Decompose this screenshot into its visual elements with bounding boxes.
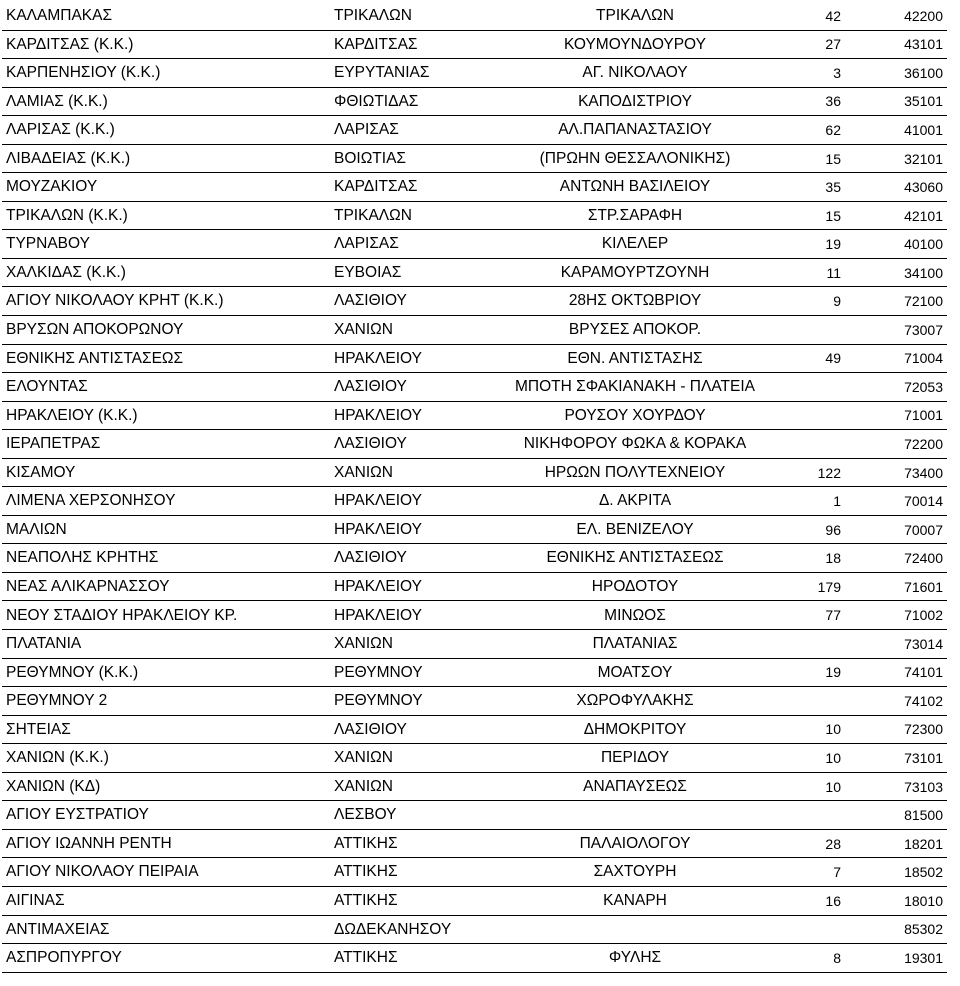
prefecture-cell: ΗΡΑΚΛΕΙΟΥ — [330, 401, 490, 430]
street-cell: ΕΘΝΙΚΗΣ ΑΝΤΙΣΤΑΣΕΩΣ — [490, 544, 780, 573]
street-number-cell: 36 — [780, 87, 845, 116]
branch-name-cell: ΑΓΙΟΥ ΝΙΚΟΛΑΟΥ ΚΡΗΤ (Κ.Κ.) — [2, 287, 330, 316]
branch-name-cell: ΤΥΡΝΑΒΟΥ — [2, 230, 330, 259]
prefecture-cell: ΦΘΙΩΤΙΔΑΣ — [330, 87, 490, 116]
street-cell: ΣΤΡ.ΣΑΡΑΦΗ — [490, 201, 780, 230]
branch-name-cell: ΤΡΙΚΑΛΩΝ (Κ.Κ.) — [2, 201, 330, 230]
postal-code-cell: 36100 — [845, 59, 947, 88]
table-row — [2, 630, 947, 659]
postal-code-cell: 85302 — [845, 915, 947, 944]
prefecture-cell: ΛΑΣΙΘΙΟΥ — [330, 373, 490, 402]
street-number-cell: 28 — [780, 829, 845, 858]
prefecture-cell: ΚΑΡΔΙΤΣΑΣ — [330, 30, 490, 59]
street-number-cell: 10 — [780, 744, 845, 773]
street-number-cell: 49 — [780, 344, 845, 373]
street-number-cell: 9 — [780, 287, 845, 316]
street-number-cell: 42 — [780, 2, 845, 30]
branch-name-cell: ΛΙΒΑΔΕΙΑΣ (Κ.Κ.) — [2, 144, 330, 173]
prefecture-cell: ΛΑΡΙΣΑΣ — [330, 116, 490, 145]
prefecture-cell: ΧΑΝΙΩΝ — [330, 744, 490, 773]
branch-name-cell: ΠΛΑΤΑΝΙΑ — [2, 630, 330, 659]
street-number-cell: 77 — [780, 601, 845, 630]
postal-code-cell: 72400 — [845, 544, 947, 573]
postal-code-cell: 73101 — [845, 744, 947, 773]
street-number-cell — [780, 801, 845, 830]
branch-name-cell: ΑΙΓΙΝΑΣ — [2, 886, 330, 915]
street-number-cell: 18 — [780, 544, 845, 573]
postal-code-cell: 72200 — [845, 430, 947, 459]
prefecture-cell: ΑΤΤΙΚΗΣ — [330, 829, 490, 858]
prefecture-cell: ΧΑΝΙΩΝ — [330, 458, 490, 487]
street-number-cell: 16 — [780, 886, 845, 915]
postal-code-cell: 81500 — [845, 801, 947, 830]
prefecture-cell: ΕΥΡΥΤΑΝΙΑΣ — [330, 59, 490, 88]
table-row — [2, 373, 947, 402]
prefecture-cell: ΑΤΤΙΚΗΣ — [330, 886, 490, 915]
postal-code-cell: 72100 — [845, 287, 947, 316]
branch-name-cell: ΚΑΛΑΜΠΑΚΑΣ — [2, 2, 330, 30]
postal-code-cell: 43060 — [845, 173, 947, 202]
prefecture-cell: ΧΑΝΙΩΝ — [330, 772, 490, 801]
branch-name-cell: ΑΓΙΟΥ ΙΩΑΝΝΗ ΡΕΝΤΗ — [2, 829, 330, 858]
table-row — [2, 401, 947, 430]
table-row — [2, 201, 947, 230]
branch-name-cell: ΑΓΙΟΥ ΝΙΚΟΛΑΟΥ ΠΕΙΡΑΙΑ — [2, 858, 330, 887]
table-row — [2, 829, 947, 858]
street-number-cell — [780, 687, 845, 716]
postal-code-cell: 71004 — [845, 344, 947, 373]
table-row — [2, 316, 947, 345]
prefecture-cell: ΑΤΤΙΚΗΣ — [330, 944, 490, 973]
table-row — [2, 287, 947, 316]
postal-code-cell: 73400 — [845, 458, 947, 487]
table-row — [2, 658, 947, 687]
branch-name-cell: ΛΙΜΕΝΑ ΧΕΡΣΟΝΗΣΟΥ — [2, 487, 330, 516]
street-cell: ΚΑΡΑΜΟΥΡΤΖΟΥΝΗ — [490, 258, 780, 287]
prefecture-cell: ΗΡΑΚΛΕΙΟΥ — [330, 487, 490, 516]
branch-name-cell: ΑΓΙΟΥ ΕΥΣΤΡΑΤΙΟΥ — [2, 801, 330, 830]
street-number-cell: 35 — [780, 173, 845, 202]
street-number-cell: 19 — [780, 658, 845, 687]
prefecture-cell: ΒΟΙΩΤΙΑΣ — [330, 144, 490, 173]
prefecture-cell: ΛΑΣΙΘΙΟΥ — [330, 544, 490, 573]
street-cell: ΑΓ. ΝΙΚΟΛΑΟΥ — [490, 59, 780, 88]
prefecture-cell: ΤΡΙΚΑΛΩΝ — [330, 201, 490, 230]
postal-code-cell: 42200 — [845, 2, 947, 30]
branch-name-cell: ΜΟΥΖΑΚΙΟΥ — [2, 173, 330, 202]
postal-code-cell: 70007 — [845, 515, 947, 544]
table-row — [2, 572, 947, 601]
branch-name-cell: ΚΑΡΠΕΝΗΣΙΟΥ (Κ.Κ.) — [2, 59, 330, 88]
postal-code-cell: 18010 — [845, 886, 947, 915]
postal-code-cell: 73103 — [845, 772, 947, 801]
prefecture-cell: ΗΡΑΚΛΕΙΟΥ — [330, 344, 490, 373]
branch-name-cell: ΡΕΘΥΜΝΟΥ (Κ.Κ.) — [2, 658, 330, 687]
street-cell: ΚΑΠΟΔΙΣΤΡΙΟΥ — [490, 87, 780, 116]
postal-code-cell: 72053 — [845, 373, 947, 402]
street-number-cell — [780, 430, 845, 459]
postal-code-cell: 71002 — [845, 601, 947, 630]
street-cell: ΜΠΟΤΗ ΣΦΑΚΙΑΝΑΚΗ - ΠΛΑΤΕΙΑ — [490, 373, 780, 402]
street-number-cell: 96 — [780, 515, 845, 544]
prefecture-cell: ΛΑΣΙΘΙΟΥ — [330, 287, 490, 316]
street-cell: 28ΗΣ ΟΚΤΩΒΡΙΟΥ — [490, 287, 780, 316]
postal-code-cell: 73007 — [845, 316, 947, 345]
branch-name-cell: ΙΕΡΑΠΕΤΡΑΣ — [2, 430, 330, 459]
branch-name-cell: ΗΡΑΚΛΕΙΟΥ (Κ.Κ.) — [2, 401, 330, 430]
table-row — [2, 515, 947, 544]
postal-code-cell: 73014 — [845, 630, 947, 659]
street-cell: ΠΕΡΙΔΟΥ — [490, 744, 780, 773]
street-number-cell: 10 — [780, 772, 845, 801]
street-cell: (ΠΡΩΗΝ ΘΕΣΣΑΛΟΝΙΚΗΣ) — [490, 144, 780, 173]
prefecture-cell: ΔΩΔΕΚΑΝΗΣΟΥ — [330, 915, 490, 944]
street-cell: ΚΑΝΑΡΗ — [490, 886, 780, 915]
street-cell: ΗΡΟΔΟΤΟΥ — [490, 572, 780, 601]
street-cell: ΜΙΝΩΟΣ — [490, 601, 780, 630]
postal-code-cell: 34100 — [845, 258, 947, 287]
postal-code-cell: 71601 — [845, 572, 947, 601]
branch-name-cell: ΧΑΛΚΙΔΑΣ (Κ.Κ.) — [2, 258, 330, 287]
street-cell: ΕΘΝ. ΑΝΤΙΣΤΑΣΗΣ — [490, 344, 780, 373]
postal-code-cell: 70014 — [845, 487, 947, 516]
table-row — [2, 487, 947, 516]
table-row — [2, 144, 947, 173]
postal-code-cell: 42101 — [845, 201, 947, 230]
postal-code-cell: 40100 — [845, 230, 947, 259]
branch-name-cell: ΡΕΘΥΜΝΟΥ 2 — [2, 687, 330, 716]
prefecture-cell: ΗΡΑΚΛΕΙΟΥ — [330, 601, 490, 630]
table-row — [2, 858, 947, 887]
table-row — [2, 687, 947, 716]
branch-name-cell: ΚΙΣΑΜΟΥ — [2, 458, 330, 487]
branch-name-cell: ΛΑΜΙΑΣ (Κ.Κ.) — [2, 87, 330, 116]
postal-code-cell: 74101 — [845, 658, 947, 687]
table-row — [2, 59, 947, 88]
street-cell: ΠΑΛΑΙΟΛΟΓΟΥ — [490, 829, 780, 858]
street-number-cell: 11 — [780, 258, 845, 287]
branch-name-cell: ΑΝΤΙΜΑΧΕΙΑΣ — [2, 915, 330, 944]
table-row — [2, 715, 947, 744]
street-number-cell: 1 — [780, 487, 845, 516]
street-cell: ΔΗΜΟΚΡΙΤΟΥ — [490, 715, 780, 744]
table-row — [2, 915, 947, 944]
street-cell — [490, 915, 780, 944]
branch-name-cell: ΣΗΤΕΙΑΣ — [2, 715, 330, 744]
table-row — [2, 87, 947, 116]
address-table — [2, 2, 947, 973]
street-cell: ΧΩΡΟΦΥΛΑΚΗΣ — [490, 687, 780, 716]
street-cell: ΡΟΥΣΟΥ ΧΟΥΡΔΟΥ — [490, 401, 780, 430]
table-row — [2, 2, 947, 30]
table-row — [2, 744, 947, 773]
table-row — [2, 230, 947, 259]
street-number-cell — [780, 373, 845, 402]
street-number-cell: 27 — [780, 30, 845, 59]
table-body — [2, 2, 947, 972]
table-row — [2, 173, 947, 202]
street-cell: ΗΡΩΩΝ ΠΟΛΥΤΕΧΝΕΙΟΥ — [490, 458, 780, 487]
street-cell: ΑΛ.ΠΑΠΑΝΑΣΤΑΣΙΟΥ — [490, 116, 780, 145]
prefecture-cell: ΛΑΣΙΘΙΟΥ — [330, 715, 490, 744]
prefecture-cell: ΤΡΙΚΑΛΩΝ — [330, 2, 490, 30]
street-cell: ΑΝΑΠΑΥΣΕΩΣ — [490, 772, 780, 801]
postal-code-cell: 41001 — [845, 116, 947, 145]
street-cell — [490, 801, 780, 830]
branch-name-cell: ΝΕΟΥ ΣΤΑΔΙΟΥ ΗΡΑΚΛΕΙΟΥ ΚΡ. — [2, 601, 330, 630]
street-cell: ΣΑΧΤΟΥΡΗ — [490, 858, 780, 887]
street-cell: ΝΙΚΗΦΟΡΟΥ ΦΩΚΑ & ΚΟΡΑΚΑ — [490, 430, 780, 459]
table-row — [2, 116, 947, 145]
branch-name-cell: ΕΘΝΙΚΗΣ ΑΝΤΙΣΤΑΣΕΩΣ — [2, 344, 330, 373]
street-cell: ΕΛ. ΒΕΝΙΖΕΛΟΥ — [490, 515, 780, 544]
street-cell: ΒΡΥΣΕΣ ΑΠΟΚΟΡ. — [490, 316, 780, 345]
prefecture-cell: ΧΑΝΙΩΝ — [330, 630, 490, 659]
prefecture-cell: ΗΡΑΚΛΕΙΟΥ — [330, 515, 490, 544]
street-cell: ΑΝΤΩΝΗ ΒΑΣΙΛΕΙΟΥ — [490, 173, 780, 202]
table-row — [2, 458, 947, 487]
branch-name-cell: ΧΑΝΙΩΝ (ΚΔ) — [2, 772, 330, 801]
street-cell: ΚΙΛΕΛΕΡ — [490, 230, 780, 259]
prefecture-cell: ΑΤΤΙΚΗΣ — [330, 858, 490, 887]
postal-code-cell: 18502 — [845, 858, 947, 887]
street-number-cell: 179 — [780, 572, 845, 601]
street-number-cell: 122 — [780, 458, 845, 487]
branch-name-cell: ΝΕΑΠΟΛΗΣ ΚΡΗΤΗΣ — [2, 544, 330, 573]
street-number-cell — [780, 915, 845, 944]
prefecture-cell: ΛΑΡΙΣΑΣ — [330, 230, 490, 259]
prefecture-cell: ΚΑΡΔΙΤΣΑΣ — [330, 173, 490, 202]
branch-name-cell: ΚΑΡΔΙΤΣΑΣ (Κ.Κ.) — [2, 30, 330, 59]
street-number-cell — [780, 630, 845, 659]
prefecture-cell: ΧΑΝΙΩΝ — [330, 316, 490, 345]
table-row — [2, 886, 947, 915]
street-number-cell: 10 — [780, 715, 845, 744]
postal-code-cell: 71001 — [845, 401, 947, 430]
prefecture-cell: ΡΕΘΥΜΝΟΥ — [330, 658, 490, 687]
table-row — [2, 344, 947, 373]
branch-name-cell: ΒΡΥΣΩΝ ΑΠΟΚΟΡΩΝΟΥ — [2, 316, 330, 345]
prefecture-cell: ΛΕΣΒΟΥ — [330, 801, 490, 830]
branch-name-cell: ΝΕΑΣ ΑΛΙΚΑΡΝΑΣΣΟΥ — [2, 572, 330, 601]
street-number-cell: 15 — [780, 201, 845, 230]
table-row — [2, 772, 947, 801]
branch-name-cell: ΑΣΠΡΟΠΥΡΓΟΥ — [2, 944, 330, 973]
street-number-cell: 7 — [780, 858, 845, 887]
street-cell: ΜΟΑΤΣΟΥ — [490, 658, 780, 687]
prefecture-cell: ΛΑΣΙΘΙΟΥ — [330, 430, 490, 459]
prefecture-cell: ΡΕΘΥΜΝΟΥ — [330, 687, 490, 716]
street-cell: ΤΡΙΚΑΛΩΝ — [490, 2, 780, 30]
table-row — [2, 544, 947, 573]
street-cell: ΦΥΛΗΣ — [490, 944, 780, 973]
table-row — [2, 258, 947, 287]
street-number-cell: 8 — [780, 944, 845, 973]
street-cell: Δ. ΑΚΡΙΤΑ — [490, 487, 780, 516]
table-row — [2, 601, 947, 630]
street-number-cell — [780, 316, 845, 345]
table-row — [2, 30, 947, 59]
branch-name-cell: ΧΑΝΙΩΝ (Κ.Κ.) — [2, 744, 330, 773]
prefecture-cell: ΗΡΑΚΛΕΙΟΥ — [330, 572, 490, 601]
street-cell: ΚΟΥΜΟΥΝΔΟΥΡΟΥ — [490, 30, 780, 59]
street-cell: ΠΛΑΤΑΝΙΑΣ — [490, 630, 780, 659]
street-number-cell: 3 — [780, 59, 845, 88]
postal-code-cell: 19301 — [845, 944, 947, 973]
branch-name-cell: ΜΑΛΙΩΝ — [2, 515, 330, 544]
table-row — [2, 430, 947, 459]
street-number-cell: 15 — [780, 144, 845, 173]
street-number-cell: 62 — [780, 116, 845, 145]
branch-name-cell: ΕΛΟΥΝΤΑΣ — [2, 373, 330, 402]
branch-name-cell: ΛΑΡΙΣΑΣ (Κ.Κ.) — [2, 116, 330, 145]
table-row — [2, 801, 947, 830]
table-row — [2, 944, 947, 973]
postal-code-cell: 72300 — [845, 715, 947, 744]
postal-code-cell: 32101 — [845, 144, 947, 173]
prefecture-cell: ΕΥΒΟΙΑΣ — [330, 258, 490, 287]
street-number-cell: 19 — [780, 230, 845, 259]
postal-code-cell: 43101 — [845, 30, 947, 59]
postal-code-cell: 74102 — [845, 687, 947, 716]
postal-code-cell: 18201 — [845, 829, 947, 858]
postal-code-cell: 35101 — [845, 87, 947, 116]
street-number-cell — [780, 401, 845, 430]
